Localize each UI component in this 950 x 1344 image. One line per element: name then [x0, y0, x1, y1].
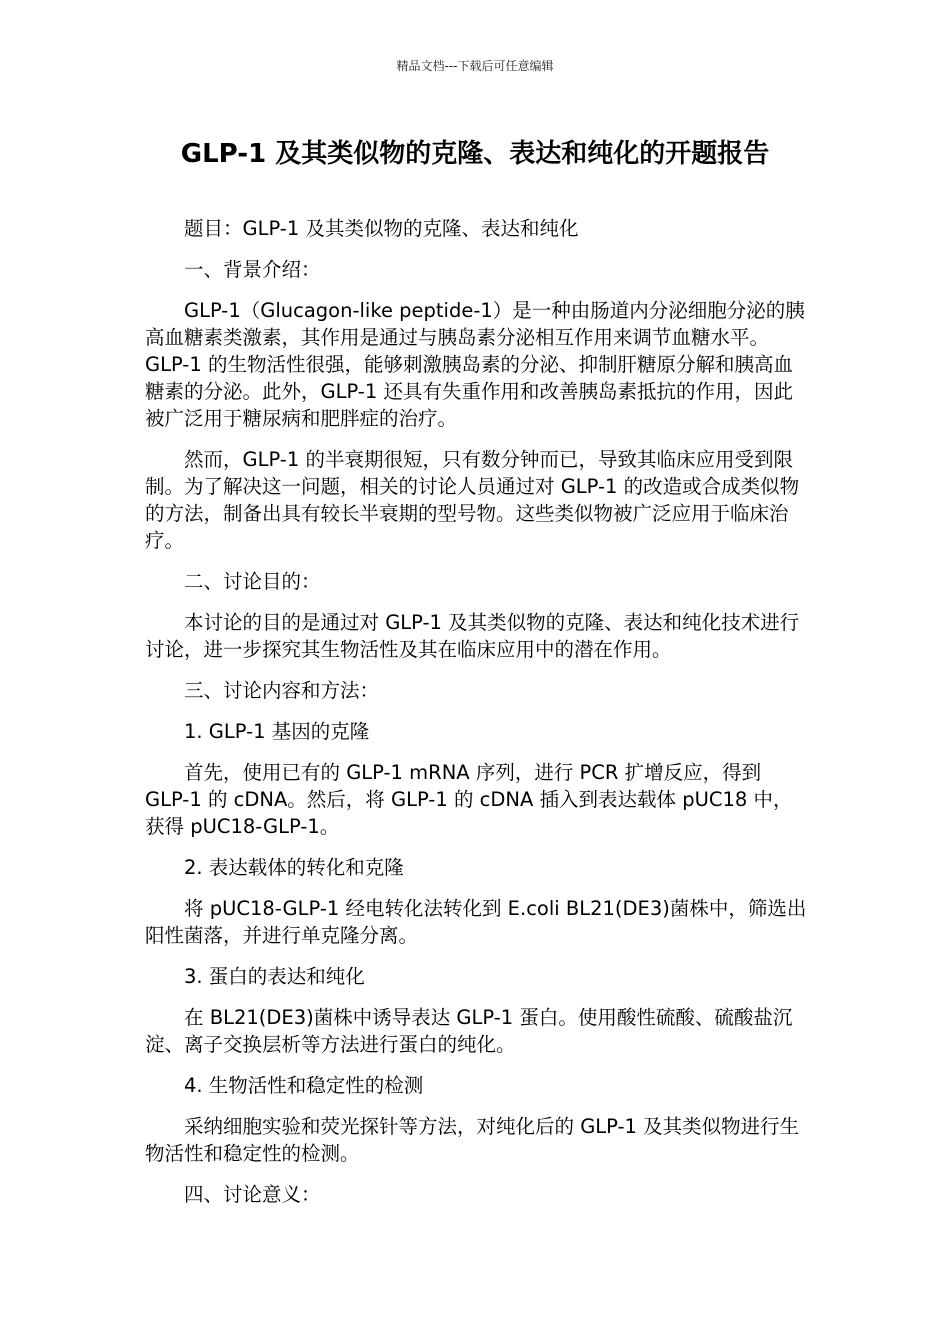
method-step-3-text: 在 BL21(DE3)菌株中诱导表达 GLP-1 蛋白。使用酸性硫酸、硫酸盐沉淀、离子交换层析等方法进行蛋白的纯化。	[145, 1006, 793, 1056]
section-heading-methods: 三、讨论内容和方法：	[184, 679, 380, 702]
purpose-paragraph: 本讨论的目的是通过对 GLP-1 及其类似物的克隆、表达和纯化技术进行讨论，进一步探究其生物活性及其在临床应用中的潜在作用。	[145, 611, 800, 661]
method-step-2-heading: 2. 表达载体的转化和克隆	[184, 856, 404, 879]
page-header-note: 精品文档---下载后可任意编辑	[396, 59, 554, 73]
method-step-4-heading: 4. 生物活性和稳定性的检测	[184, 1074, 424, 1097]
method-step-1-text: 首先，使用已有的 GLP-1 mRNA 序列，进行 PCR 扩增反应，得到 GLP-1 的 cDNA。然后，将 GLP-1 的 cDNA 插入到表达载体 pUC18 中，获得 pUC18-GLP-1。	[145, 761, 793, 838]
document-title: GLP-1 及其类似物的克隆、表达和纯化的开题报告	[180, 139, 770, 169]
background-paragraph-1: GLP-1（Glucagon-like peptide-1）是一种由肠道内分泌细胞分泌的胰高血糖素类激素，其作用是通过与胰岛素分泌相互作用来调节血糖水平。GLP-1 的生物活性很强，能够刺激胰岛素的分泌、抑制肝糖原分解和胰高血糖素的分泌。此外，GLP-1 还具有失重作用和改善胰岛素抵抗的作用，因此被广泛用于糖尿病和肥胖症的治疗。	[145, 299, 805, 430]
section-heading-background: 一、背景介绍：	[184, 258, 321, 281]
section-heading-significance: 四、讨论意义：	[184, 1183, 321, 1206]
topic-line: 题目：GLP-1 及其类似物的克隆、表达和纯化	[184, 217, 579, 240]
section-heading-purpose: 二、讨论目的：	[184, 570, 321, 593]
method-step-4-text: 采纳细胞实验和荧光探针等方法，对纯化后的 GLP-1 及其类似物进行生物活性和稳定性的检测。	[145, 1115, 800, 1165]
method-step-3-heading: 3. 蛋白的表达和纯化	[184, 965, 365, 988]
background-paragraph-2: 然而，GLP-1 的半衰期很短，只有数分钟而已，导致其临床应用受到限制。为了解决这一问题，相关的讨论人员通过对 GLP-1 的改造或合成类似物的方法，制备出具有较长半衰期的型号物。这些类似物被广泛应用于临床治疗。	[145, 448, 800, 552]
method-step-2-text: 将 pUC18-GLP-1 经电转化法转化到 E.coli BL21(DE3)菌株中，筛选出阳性菌落，并进行单克隆分离。	[145, 897, 807, 947]
document-body	[145, 215, 809, 1222]
method-step-1-heading: 1. GLP-1 基因的克隆	[184, 720, 370, 743]
